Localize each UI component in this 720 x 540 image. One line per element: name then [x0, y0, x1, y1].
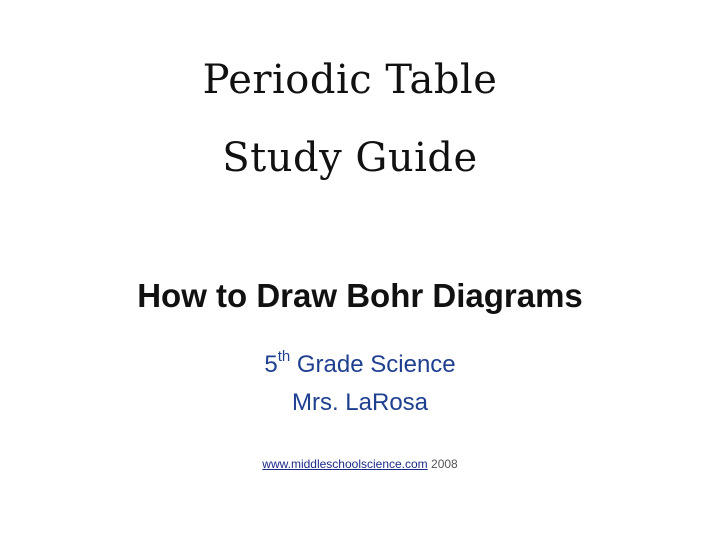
teacher-name: Mrs. LaRosa	[291, 389, 429, 416]
grade-suffix: th	[277, 348, 291, 365]
credit-year: 2008	[427, 457, 458, 471]
grade-number: 5	[264, 351, 278, 378]
grade-text: Grade Science	[290, 351, 456, 378]
credit-line	[0, 457, 720, 471]
grade-line	[0, 348, 720, 378]
website-link[interactable]: www.middleschoolscience.com	[262, 457, 428, 471]
title-line-2: Study Guide	[222, 135, 478, 181]
subtitle: How to Draw Bohr Diagrams	[137, 277, 583, 314]
title-line-1: Periodic Table	[202, 57, 498, 103]
